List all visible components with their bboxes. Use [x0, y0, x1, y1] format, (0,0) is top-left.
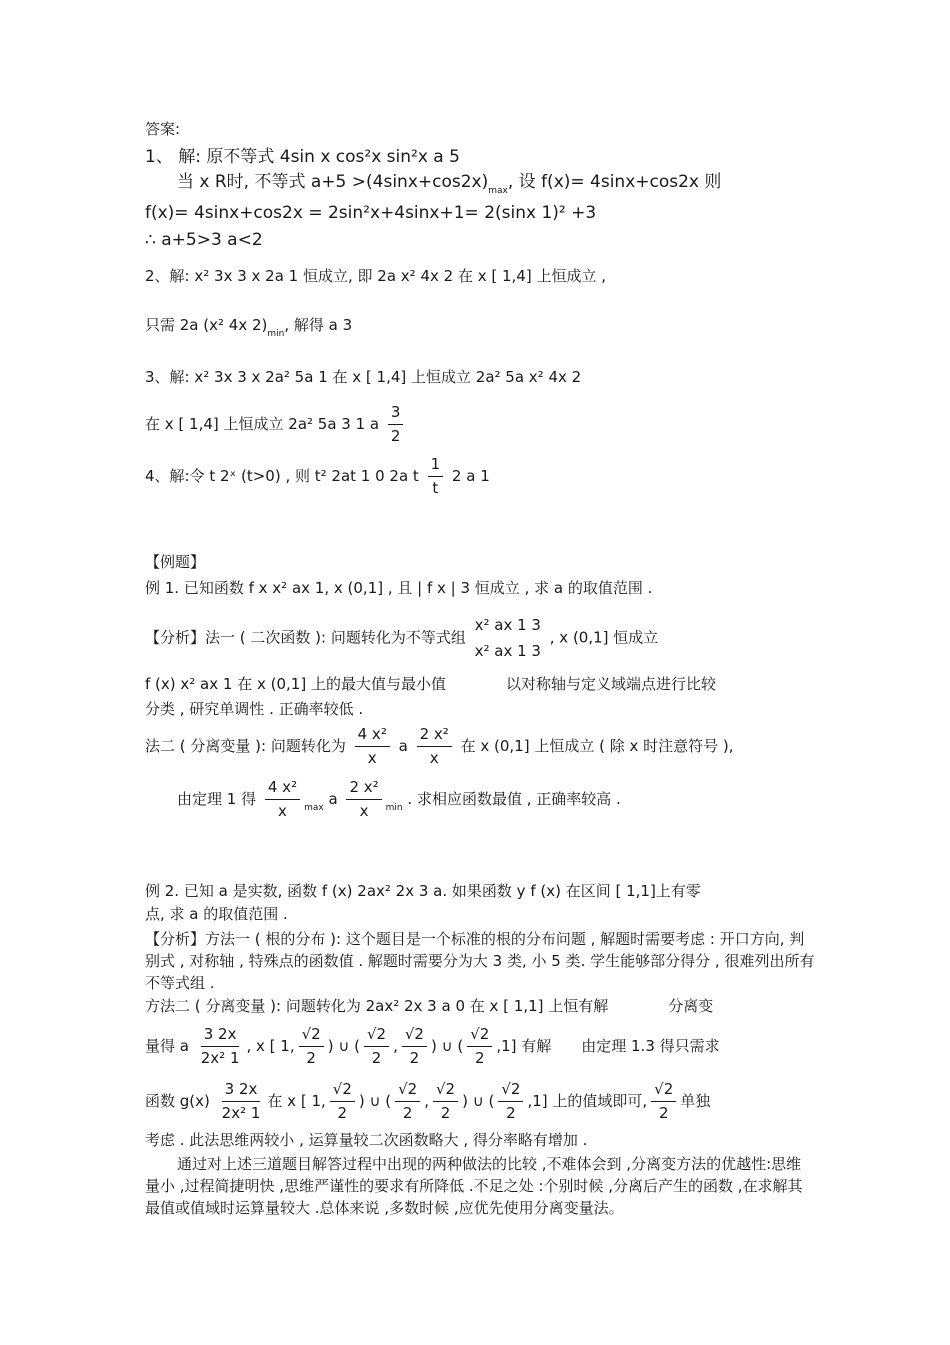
- inequality-system: x² ax 1 3 x² ax 1 3: [474, 616, 541, 660]
- answer-1-line-3: f(x)= 4sinx+cos2x = 2sin²x+4sinx+1= 2(sinx 1)² +3: [145, 203, 597, 223]
- fraction: $\frac{√2}{2}$: [467, 1025, 492, 1068]
- example-2-function-range: 函数 g(x) $\frac{3 2x}{\text{2x² 1}}$ 在 x [ 1, $\frac{√2}{2}$ ) ∪ ( $\frac{√2}{2}$ , $\frac{√2}{2}$ ) ∪ ( $\frac{√2}{2}$ ,1] 上的值域即可, $\frac{√2}{2}$ 单独: [145, 1080, 711, 1122]
- example-2-statement: 例 2. 已知 a 是实数, 函数 f (x) 2ax² 2x 3 a. 如果函数 y f (x) 在区间 [ 1,1]上有零: [145, 882, 701, 900]
- example-1-statement: 例 1. 已知函数 f x x² ax 1, x (0,1] , 且 | f x | 3 恒成立 , 求 a 的取值范围 .: [145, 579, 653, 597]
- fraction: $\frac{\text{2 x²}}{x}$: [346, 778, 381, 821]
- fraction: $\frac{1}{t}$: [428, 455, 444, 498]
- fraction: $\frac{\text{4 x²}}{x}$: [355, 725, 390, 768]
- answer-header: 答案:: [145, 120, 181, 138]
- fraction: $\frac{√2}{2}$: [433, 1080, 458, 1123]
- example-1-analysis-line-2: f (x) x² ax 1 在 x (0,1] 上的最大值与最小值 以对称轴与定义域端点进行比较: [145, 675, 716, 693]
- summary-paragraph: 通过对上述三道题目解答过程中出现的两种做法的比较 ,不难体会到 ,分离变方法的优越性:思维量小 ,过程简捷明快 ,思维严谨性的要求有所降低 .不足之处 :个别时候 ,分离后产生的函数 ,在求解其最值或值域时运算量较大 .总体来说 ,多数时候 ,应优先使用分离变量法。: [145, 1155, 803, 1217]
- example-1-method-2: 法二 ( 分离变量 ): 问题转化为 $\frac{\text{4 x²}}{x}$ a $\frac{\text{2 x²}}{x}$ 在 x (0,1] 上恒成立 ( 除 x 时注意符号 ),: [145, 725, 734, 767]
- example-2-method-2: 方法二 ( 分离变量 ): 问题转化为 2ax² 2x 3 a 0 在 x [ 1,1] 上恒有解 分离变: [145, 997, 714, 1015]
- example-2-conclusion: 考虑 . 此法思维两较小 , 运算量较二次函数略大 , 得分率略有增加 .: [145, 1131, 588, 1149]
- answer-2-line-2: 只需 2a (x² 4x $2)_{min}$, 解得 a 3: [145, 316, 353, 339]
- fraction: $\frac{\text{4 x²}}{x}$: [265, 778, 300, 821]
- fraction: $\frac{√2}{2}$: [651, 1080, 676, 1123]
- fraction: $\frac{√2}{2}$: [395, 1080, 420, 1123]
- fraction: $\frac{3 2x}{\text{2x² 1}}$: [200, 1025, 240, 1067]
- fraction: $\frac{\text{2 x²}}{x}$: [417, 725, 452, 768]
- fraction: $\frac{3 2x}{\text{2x² 1}}$: [221, 1080, 261, 1122]
- answer-3-line-2: 在 x [ 1,4] 上恒成立 2a² 5a 3 1 a $\frac{3}{2}$: [145, 403, 815, 446]
- example-2-separated-variable: 量得 a $\frac{3 2x}{\text{2x² 1}}$ , x [ 1, $\frac{√2}{2}$ ) ∪ ( $\frac{√2}{2}$ , $\frac{√2}{2}$ ) ∪ ( $\frac{√2}{2}$ ,1] 有解 由定理 1.3 得只需求: [145, 1025, 720, 1067]
- example-1-analysis-method-1: 【分析】法一 ( 二次函数 ): 问题转化为不等式组 x² ax 1 3 x² ax 1 3 , x (0,1] 恒成立: [145, 612, 815, 664]
- example-1-theorem-line: 由定理 1 得 $\frac{\text{4 x²}}{x}$ $_{max}$ a $\frac{\text{2 x²}}{x}$ $_{min}$ . 求相应函数最值 , 正确率较高 .: [177, 778, 621, 820]
- fraction: $\frac{√2}{2}$: [330, 1080, 355, 1123]
- fraction: $\frac{√2}{2}$: [299, 1025, 324, 1068]
- answer-3-line-1: 3、解: x² 3x 3 x 2a² 5a 1 在 x [ 1,4] 上恒成立 2a² 5a x² 4x 2: [145, 368, 582, 386]
- answer-1-line-2: 当 x R时, 不等式 $a+5 >(4\sin x+\cos 2x)_{max}$, 设 f(x)= 4sinx+cos2x 则: [177, 172, 722, 196]
- fraction: $\frac{√2}{2}$: [364, 1025, 389, 1068]
- fraction: $\frac{3}{2}$: [388, 403, 404, 446]
- answer-1-line-1: 1、 解: 原不等式 4sin x cos²x sin²x a 5: [145, 147, 460, 167]
- answer-1-line-4: ∴ a+5>3 a<2: [145, 230, 263, 250]
- answer-2-line-1: 2、解: x² 3x 3 x 2a 1 恒成立, 即 2a x² 4x 2 在 x [ 1,4] 上恒成立 ,: [145, 267, 606, 285]
- examples-title: 【例题】: [145, 553, 206, 571]
- example-2-analysis-method-1: 【分析】方法一 ( 根的分布 ): 这个题目是一个标准的根的分布问题 , 解题时需要考虑 : 开口方向, 判别式 , 对称轴 , 特殊点的函数值 . 解题时需要分为大 3 类, 小 5 类. 学生能够部分得分 , 很难列出所有不等式组 .: [145, 930, 815, 992]
- answer-4-line-1: 4、解:令 t 2ˣ (t>0) , 则 t² 2at 1 0 2a t $\frac{1}{t}$ 2 a 1: [145, 455, 490, 497]
- fraction: $\frac{√2}{2}$: [498, 1080, 523, 1123]
- fraction: $\frac{√2}{2}$: [402, 1025, 427, 1068]
- example-2-statement-line-2: 点, 求 a 的取值范围 .: [145, 905, 288, 923]
- example-1-analysis-line-3: 分类 , 研究单调性 . 正确率较低 .: [145, 700, 364, 718]
